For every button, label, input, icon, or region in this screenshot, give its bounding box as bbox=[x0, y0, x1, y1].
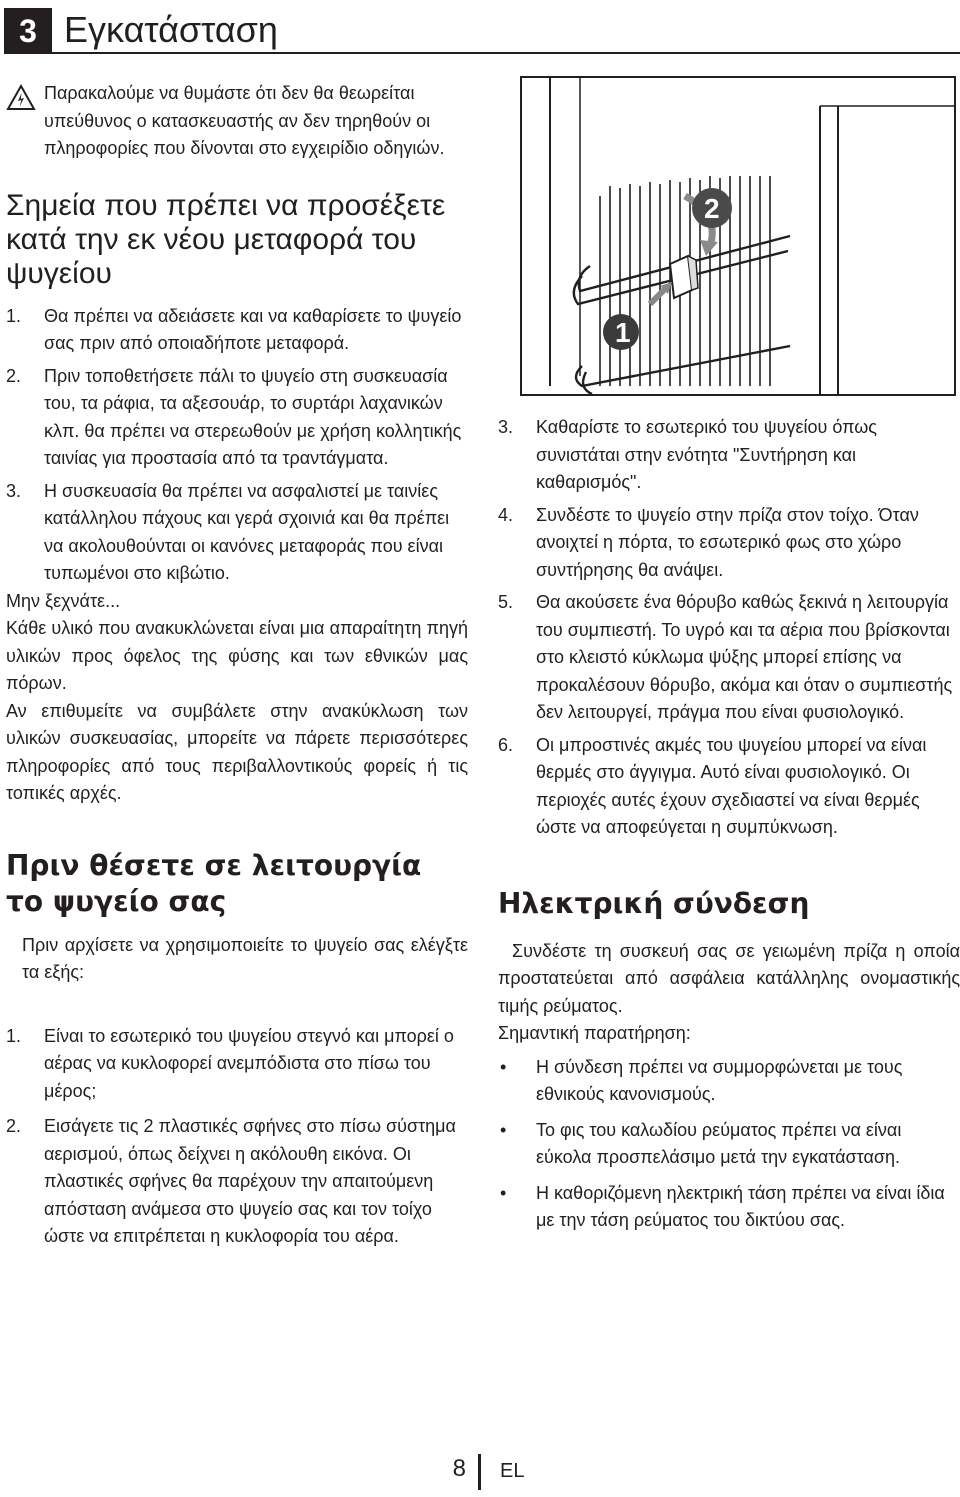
list-item bbox=[498, 1054, 960, 1109]
before-use-list-continued bbox=[498, 414, 960, 842]
list-item bbox=[498, 589, 960, 727]
before-use-heading: Πριν θέσετε σε λειτουργία το ψυγείο σας bbox=[6, 848, 422, 918]
list-item bbox=[6, 363, 468, 473]
transport-list bbox=[6, 303, 468, 588]
section-number: 3 bbox=[4, 8, 52, 54]
right-column bbox=[498, 414, 960, 1235]
bullet-mark: • bbox=[500, 1182, 507, 1203]
section-header bbox=[0, 0, 960, 60]
bullet-mark: • bbox=[500, 1056, 507, 1077]
item-number: 1. bbox=[6, 305, 22, 326]
item-text: Θα πρέπει να αδειάσετε και να καθαρίσετε το ψυγείο σας πριν από οποιαδήποτε μεταφορά. bbox=[44, 305, 462, 353]
electrical-bullets bbox=[498, 1054, 960, 1235]
list-item bbox=[6, 478, 468, 588]
page-number: 8 bbox=[452, 1455, 466, 1482]
item-number: 3. bbox=[6, 480, 22, 501]
item-text: Καθαρίστε το εσωτερικό του ψυγείου όπως συνιστάται στην ενότητα "Συντήρηση και καθαρισμός". bbox=[536, 417, 877, 492]
item-text: Οι μπροστινές ακμές του ψυγείου μπορεί να είναι θερμές στο άγγιγμα. Αυτό είναι φυσιολογικό. Οι περιοχές αυτές έχουν σχεδιαστεί να είναι θερμές ώστε να αποφεύγεται η συμπύκνωση. bbox=[536, 734, 927, 837]
item-text: Η συσκευασία θα πρέπει να ασφαλιστεί με ταινίες κατάλληλου πάχους και γερά σχοινιά και θα πρέπει να ακολουθούνται οι κανόνες μεταφοράς που είναι τυπωμένοι στο κιβώτιο. bbox=[44, 480, 450, 583]
item-text: Η σύνδεση πρέπει να συμμορφώνεται με τους εθνικούς κανονισμούς. bbox=[536, 1056, 903, 1104]
step-1-label: 1 bbox=[615, 317, 631, 348]
list-item bbox=[498, 732, 960, 842]
item-text: Θα ακούσετε ένα θόρυβο καθώς ξεκινά η λειτουργία του συμπιεστή. Το υγρό και τα αέρια που βρίσκονται στο κλειστό κύκλωμα ψύξης μπορεί επίσης να προκαλέσουν θόρυβο, ακόμα και όταν ο συμπιεστής δεν λειτουργεί, πράγμα που είναι φυσιολογικό. bbox=[536, 592, 953, 722]
warning-note bbox=[6, 80, 468, 163]
bullet-mark: • bbox=[500, 1119, 507, 1140]
reminder-paragraph: Κάθε υλικό που ανακυκλώνεται είναι μια απαραίτητη πηγή υλικών προς όφελος της φύσης και των εθνικών μας πόρων. bbox=[6, 618, 468, 693]
page-footer bbox=[0, 1454, 960, 1494]
language-code: EL bbox=[500, 1460, 525, 1482]
item-number: 2. bbox=[6, 1116, 22, 1136]
recycling-paragraph: Αν επιθυμείτε να συμβάλετε στην ανακύκλωση των υλικών συσκευασίας, μπορείτε να πάρετε περισσότερες πληροφορίες από τους περιβαλλοντικούς φορείς ή τις τοπικές αρχές. bbox=[6, 700, 468, 803]
list-item bbox=[498, 1117, 960, 1172]
item-number: 5. bbox=[498, 592, 514, 612]
item-text: Συνδέστε το ψυγείο στην πρίζα στον τοίχο. Όταν ανοιχτεί η πόρτα, το εσωτερικό φως στο χώρο συντήρησης θα ανάψει. bbox=[536, 504, 919, 580]
before-use-list bbox=[6, 1023, 468, 1251]
item-text: Εισάγετε τις 2 πλαστικές σφήνες στο πίσω σύστημα αερισμού, όπως δείχνει η ακόλουθη εικόνα. Οι πλαστικές σφήνες θα παρέχουν την απαιτούμενη απόσταση ανάμεσα στο ψυγείο σας και τον τοίχο ώστε να επιτρέπεται η κυκλοφορία του αέρα. bbox=[44, 1116, 456, 1246]
section-title: Εγκατάσταση bbox=[64, 9, 278, 50]
step-2-label: 2 bbox=[704, 193, 720, 224]
list-item bbox=[498, 502, 960, 585]
item-number: 3. bbox=[498, 417, 514, 437]
electrical-heading: Ηλεκτρική σύνδεση bbox=[498, 886, 810, 920]
note-title: Σημαντική παρατήρηση: bbox=[498, 1023, 691, 1043]
list-item bbox=[6, 1113, 468, 1251]
before-use-intro: Πριν αρχίσετε να χρησιμοποιείτε το ψυγείο σας ελέγξτε τα εξής: bbox=[22, 934, 468, 982]
item-number: 1. bbox=[6, 1025, 22, 1046]
item-text: Είναι το εσωτερικό του ψυγείου στεγνό και μπορεί ο αέρας να κυκλοφορεί ανεμπόδιστα στο πίσω του μέρος; bbox=[44, 1025, 454, 1101]
item-text: Το φις του καλωδίου ρεύματος πρέπει να είναι εύκολα προσπελάσιμο μετά την εγκατάσταση. bbox=[536, 1119, 902, 1167]
warning-icon bbox=[6, 84, 36, 111]
list-item bbox=[6, 303, 468, 358]
transport-heading: Σημεία που πρέπει να προσέξετε κατά την εκ νέου μεταφορά του ψυγείου bbox=[6, 188, 446, 290]
warning-text: Παρακαλούμε να θυμάστε ότι δεν θα θεωρείται υπεύθυνος ο κατασκευαστής αν δεν τηρηθούν οι πληροφορίες που δίνονται στο εγχειρίδιο οδηγιών. bbox=[44, 83, 445, 158]
list-item bbox=[498, 414, 960, 497]
list-item bbox=[498, 1180, 960, 1235]
wedge-installation-figure bbox=[520, 76, 956, 396]
item-text: Η καθοριζόμενη ηλεκτρική τάση πρέπει να είναι ίδια με την τάση ρεύματος του δικτύου σας. bbox=[536, 1182, 945, 1230]
item-number: 4. bbox=[498, 504, 514, 525]
header-rule bbox=[52, 52, 960, 54]
reminder-title: Μην ξεχνάτε... bbox=[6, 590, 121, 611]
item-text: Πριν τοποθετήσετε πάλι το ψυγείο στη συσκευασία του, τα ράφια, τα αξεσουάρ, το συρτάρι λαχανικών κλπ. θα πρέπει να στερεωθούν με χρήση κολλητικής ταινίας για προστασία από τα τραντάγματα. bbox=[44, 365, 462, 468]
item-number: 2. bbox=[6, 365, 22, 386]
item-number: 6. bbox=[498, 734, 514, 755]
electrical-intro: Συνδέστε τη συσκευή σας σε γειωμένη πρίζα η οποία προστατεύεται από ασφάλεια κατάλληλης ονομαστικής τιμής ρεύματος. bbox=[498, 940, 960, 1016]
list-item bbox=[6, 1023, 468, 1106]
left-column bbox=[6, 80, 468, 1251]
footer-divider bbox=[478, 1454, 481, 1490]
